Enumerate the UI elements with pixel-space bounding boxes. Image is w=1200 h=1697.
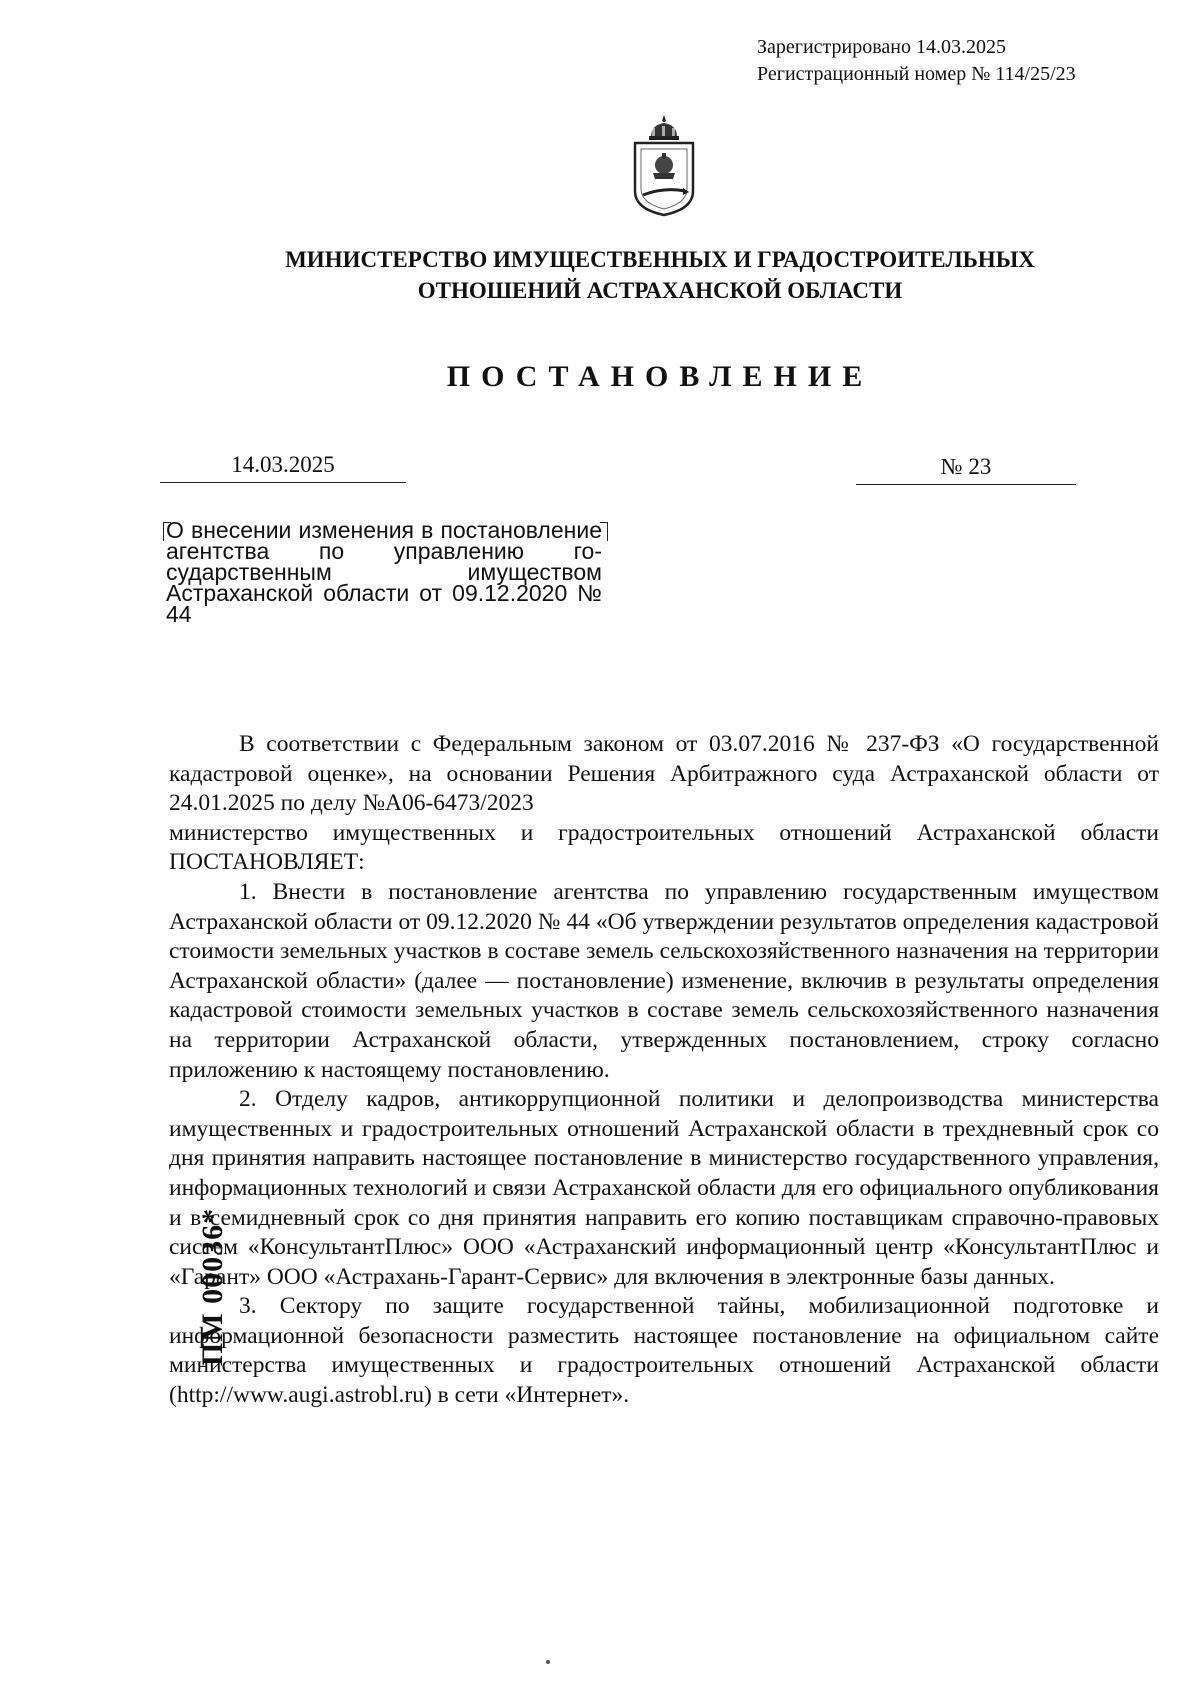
document-type: ПОСТАНОВЛЕНИЕ [446,360,874,393]
paragraph-item-1: 1. Внести в постановление агентства по управлению государственным имуществом Астраханской области от 09.12.2020 № 44 «Об утверждении результатов определения кадастровой стоимости земельных участков в составе земель сельскохозяйственного назначения на территории Астраханской области» (далее — постановление) изменение, включив в результаты определения кадастровой стоимости земельных участков в составе земель сельскохозяйственного назначения на территории Астраханской области, утвержденных постановлением, строку согласно приложению к настоящему постановлению. [169,878,1159,1083]
document-date: 14.03.2025 [160,452,406,483]
ministry-title [160,244,1160,306]
scan-speck [546,1660,550,1664]
paragraph-resolves: министерство имущественных и градостроительных отношений Астраханской области ПОСТАНОВЛЯЕТ: [169,819,1159,876]
registration-number: Регистрационный номер № 114/25/23 [757,63,1076,85]
document-subject [166,517,602,627]
paragraph-preamble: В соответствии с Федеральным законом от 03.07.2016 № 237-ФЗ «О государственной кадастровой оценке», на основании Решения Арбитражного суда Астраханской области от 24.01.2025 по делу №А06-6473/2023 [169,731,1159,817]
astrakhan-coat-of-arms-icon [629,113,699,217]
registration-date: Зарегистрировано 14.03.2025 [757,36,1007,58]
registration-stamp [757,34,1076,88]
ministry-title-line1: МИНИСТЕРСТВО ИМУЩЕСТВЕННЫХ И ГРАДОСТРОИТЕЛЬНЫХ [285,247,1035,272]
subject-text: О внесении изменения в постановление агентства по управлению государственным имуществом Астраханской области от 09.12.2020 № 44 [166,517,602,627]
side-registry-stamp: ПМ 00036* [196,1207,229,1367]
paragraph-item-2: 2. Отделу кадров, антикоррупционной политики и делопроизводства министерства имущественных и градостроительных отношений Астраханской области в трехдневный срок со дня принятия направить настоящее постановление в министерство государственного управления, информационных технологий и связи Астраханской области для его официального опубликования и в семидневный срок со дня принятия направить его копию поставщикам справочно-правовых систем «КонсультантПлюс» ООО «Астраханский информационный центр «КонсультантПлюс и «Гарант» ООО «Астрахань-Гарант-Сервис» для включения в электронные базы данных. [169,1086,1159,1290]
document-body [169,730,1159,1411]
ministry-title-line2: ОТНОШЕНИЙ АСТРАХАНСКОЙ ОБЛАСТИ [417,278,903,303]
paragraph-item-3: 3. Сектору по защите государственной тайны, мобилизационной подготовке и информационной безопасности разместить настоящее постановление на официальном сайте министерства имущественных и градостроительных отношений Астраханской области (http://www.augi.astrobl.ru) в сети «Интернет». [169,1293,1159,1409]
document-number: № 23 [856,454,1076,485]
subject-bracket-right [600,522,608,541]
subject-bracket-left [163,522,171,541]
